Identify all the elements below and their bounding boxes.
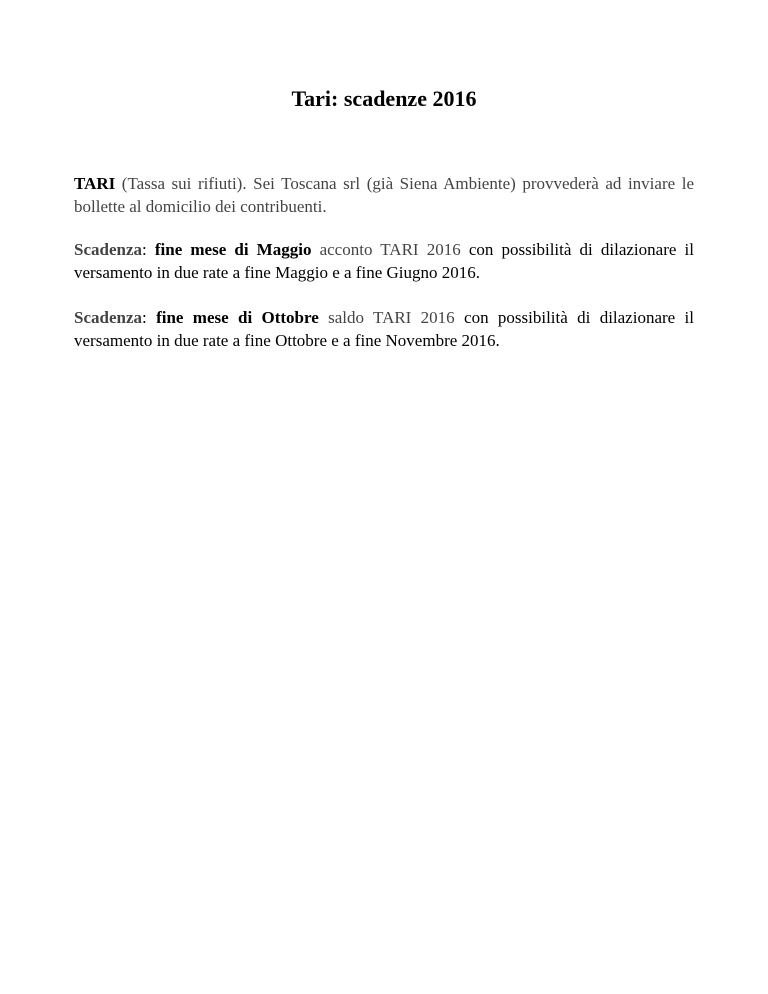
deadline-colon: : xyxy=(142,308,157,327)
intro-text: (Tassa sui rifiuti). Sei Toscana srl (già Siena Ambiente) provvederà ad inviare le bollette al domicilio dei contribuenti. xyxy=(74,174,694,216)
deadline-description: con possibilità di dilazionare il versamento in due rate a fine Ottobre e a fine Novembre 2016. xyxy=(74,308,694,350)
deadline-payment-type: acconto TARI 2016 xyxy=(311,240,461,259)
deadline-date: fine mese di Maggio xyxy=(154,240,312,259)
page-title: Tari: scadenze 2016 xyxy=(291,86,477,111)
deadline-colon: : xyxy=(142,240,155,259)
paragraph-intro xyxy=(74,172,694,218)
deadline-label: Scadenza xyxy=(74,240,142,259)
paragraph-deadline-may xyxy=(74,238,694,284)
paragraph-deadline-october xyxy=(74,306,694,352)
tari-label: TARI xyxy=(74,174,116,193)
deadline-date: fine mese di Ottobre xyxy=(156,308,319,327)
deadline-label: Scadenza xyxy=(74,308,142,327)
deadline-payment-type: saldo TARI 2016 xyxy=(318,308,455,327)
deadline-description: con possibilità di dilazionare il versamento in due rate a fine Maggio e a fine Giugno 2016. xyxy=(74,240,694,282)
